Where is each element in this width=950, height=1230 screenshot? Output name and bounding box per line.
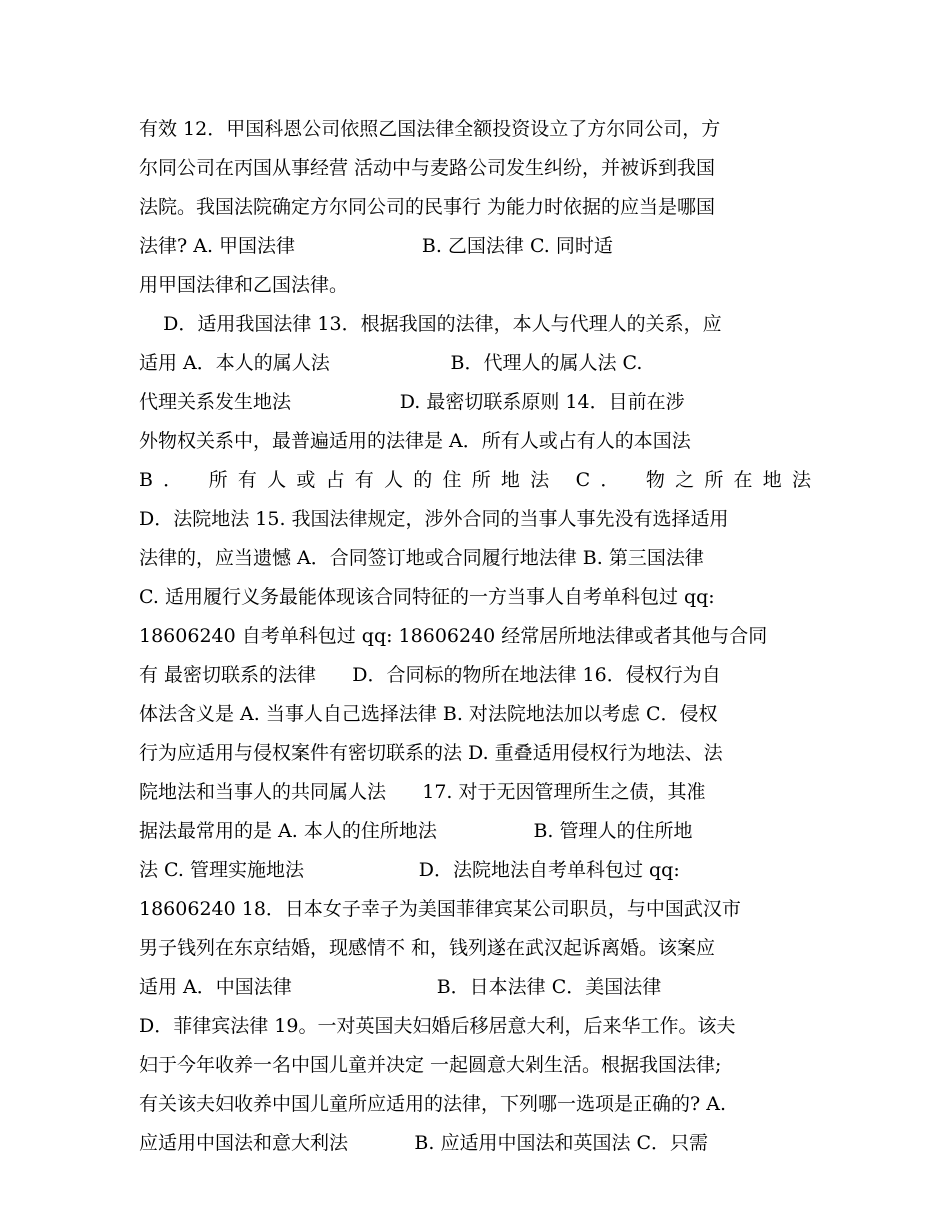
text-line: 18606240 18．日本女子幸子为美国菲律宾某公司职员，与中国武汉市 bbox=[139, 898, 741, 920]
text-line: 适用 A．本人的属人法 B．代理人的属人法 C. bbox=[139, 352, 643, 374]
text-line: 法律? A. 甲国法律 B. 乙国法律 C. 同时适 bbox=[139, 235, 613, 257]
text-line: 适用 A．中国法律 B．日本法律 C．美国法律 bbox=[139, 976, 662, 998]
text-line: 妇于今年收养一名中国儿童并决定 一起圆意大剁生活。根据我国法律; bbox=[139, 1054, 722, 1076]
text-line: 尔同公司在丙国从事经营 活动中与麦路公司发生纠纷，并被诉到我国 bbox=[139, 157, 716, 179]
text-line: C. 适用履行义务最能体现该合同特征的一方当事人自考单科包过 qq: bbox=[139, 586, 715, 608]
text-line: D．菲律宾法律 19。一对英国夫妇婚后移居意大利，后来华工作。该夫 bbox=[139, 1015, 736, 1037]
text-line: 代理关系发生地法 D. 最密切联系原则 14．目前在涉 bbox=[139, 391, 685, 413]
text-line: B． 所有人或占有人的住所地法 C． 物之所在地法 bbox=[139, 469, 811, 491]
text-line: 有 最密切联系的法律 D．合同标的物所在地法律 16．侵权行为自 bbox=[139, 664, 721, 686]
text-line: 有效 12．甲国科恩公司依照乙国法律全额投资设立了方尔同公司，方 bbox=[139, 118, 721, 140]
text-line: D．法院地法 15. 我国法律规定，涉外合同的当事人事先没有选择适用 bbox=[139, 508, 729, 530]
text-line: 用甲国法律和乙国法律。 bbox=[139, 274, 349, 296]
text-line: 院地法和当事人的共同属人法 17. 对于无因管理所生之债，其准 bbox=[139, 781, 706, 803]
text-line: 男子钱列在东京结婚，现感情不 和，钱列遂在武汉起诉离婚。该案应 bbox=[139, 937, 716, 959]
text-line: 法院。我国法院确定方尔同公司的民事行 为能力时依据的应当是哪国 bbox=[139, 196, 716, 218]
text-line: 据法最常用的是 A. 本人的住所地法 B. 管理人的住所地 bbox=[139, 820, 693, 842]
text-line: 应适用中国法和意大利法 B. 应适用中国法和英国法 C．只需 bbox=[139, 1132, 709, 1154]
text-line: 18606240 自考单科包过 qq: 18606240 经常居所地法律或者其他与合同 bbox=[139, 625, 768, 647]
text-line: 法律的，应当遗憾 A．合同签订地或合同履行地法律 B. 第三国法律 bbox=[139, 547, 704, 569]
text-line: 有关该夫妇收养中国儿童所应适用的法律，下列哪一选项是正确的? A. bbox=[139, 1093, 726, 1115]
document-body bbox=[139, 110, 811, 1163]
text-line: 行为应适用与侵权案件有密切联系的法 D. 重叠适用侵权行为地法、法 bbox=[139, 742, 723, 764]
text-line: 法 C. 管理实施地法 D．法院地法自考单科包过 qq: bbox=[139, 859, 680, 881]
text-line: 体法含义是 A. 当事人自己选择法律 B. 对法院地法加以考虑 C．侵权 bbox=[139, 703, 718, 725]
text-line: 外物权关系中，最普遍适用的法律是 A．所有人或占有人的本国法 bbox=[139, 430, 691, 452]
text-line: D．适用我国法律 13．根据我国的法律，本人与代理人的关系，应 bbox=[139, 313, 722, 335]
